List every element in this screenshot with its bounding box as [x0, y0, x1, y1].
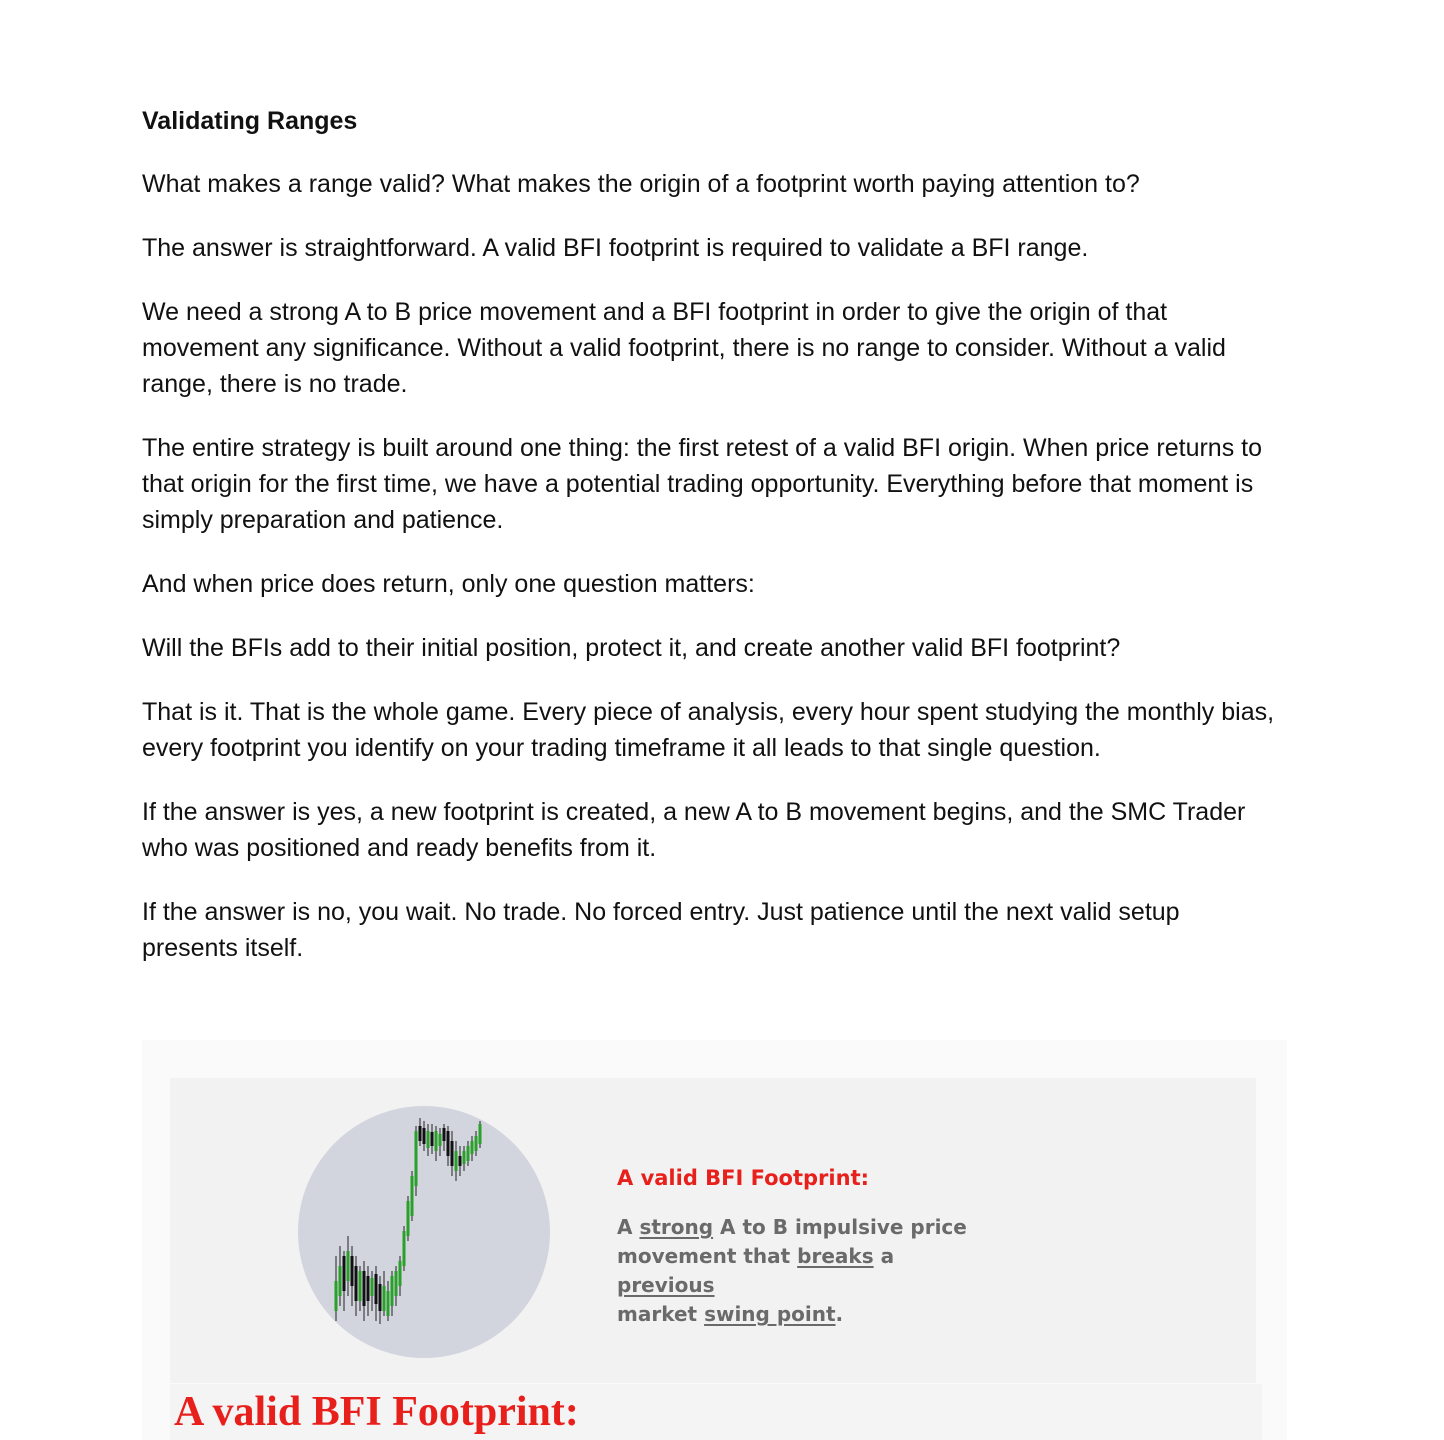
paragraph: The answer is straightforward. A valid BFI footprint is required to validate a BFI range. [142, 234, 1089, 262]
paragraph: If the answer is yes, a new footprint is created, a new A to B movement begins, and the SMC Trader who was positioned and ready benefits from it. [142, 798, 1246, 862]
bull-candle [359, 1266, 362, 1311]
bear-candle [379, 1276, 382, 1324]
desc-underlined: strong [639, 1215, 714, 1239]
desc-underlined: previous [617, 1273, 715, 1297]
bull-candle [415, 1126, 418, 1196]
bear-candle [431, 1124, 434, 1154]
bull-candle [455, 1141, 458, 1181]
desc-text: . [835, 1302, 844, 1326]
desc-text: A to B impulsive price movement that [617, 1215, 967, 1268]
desc-text: market [617, 1302, 698, 1326]
figure-heading: A valid BFI Footprint: [617, 1166, 869, 1190]
bull-candle [439, 1128, 442, 1156]
bull-candle [407, 1196, 410, 1241]
bull-candle [339, 1246, 342, 1306]
bull-candle [399, 1256, 402, 1296]
bear-candle [443, 1124, 446, 1151]
bull-candle [347, 1236, 350, 1296]
bull-candle [435, 1126, 438, 1161]
bull-candle [471, 1136, 474, 1161]
bear-candle [343, 1251, 346, 1311]
paragraph: That is it. That is the whole game. Every piece of analysis, every hour spent studying the monthly bias, every footprint you identify on your trading timeframe it all leads to that single question. [142, 698, 1275, 762]
bull-candle [387, 1281, 390, 1321]
bear-candle [423, 1121, 426, 1151]
bull-candle [467, 1141, 470, 1166]
figure-description [617, 1213, 997, 1329]
bull-candle [475, 1131, 478, 1156]
paragraph: And when price does return, only one question matters: [142, 570, 755, 598]
bear-candle [367, 1266, 370, 1316]
document-page [142, 104, 1282, 994]
bull-candle [391, 1271, 394, 1316]
bull-candle [335, 1256, 338, 1321]
bull-candle [371, 1271, 374, 1311]
desc-text: A [617, 1215, 633, 1239]
bull-candle [395, 1266, 398, 1306]
bull-candle [479, 1121, 482, 1148]
bear-candle [451, 1131, 454, 1176]
desc-underlined: swing point [704, 1302, 836, 1326]
bear-candle [355, 1256, 358, 1316]
bull-candle [463, 1146, 466, 1171]
bull-candle [403, 1226, 406, 1271]
bear-candle [447, 1126, 450, 1166]
bear-candle [459, 1146, 462, 1176]
section-title: Validating Ranges [142, 107, 358, 135]
desc-text: a [880, 1244, 895, 1268]
candlestick-chart-icon [298, 1106, 550, 1358]
paragraph: What makes a range valid? What makes the origin of a footprint worth paying attention to? [142, 170, 1140, 198]
bear-candle [351, 1246, 354, 1306]
figure-caption: A valid BFI Footprint: [174, 1389, 579, 1435]
bear-candle [419, 1118, 422, 1146]
paragraph: Will the BFIs add to their initial position, protect it, and create another valid BFI footprint? [142, 634, 1121, 662]
bull-candle [411, 1171, 414, 1221]
paragraph: We need a strong A to B price movement and a BFI footprint in order to give the origin of that movement any significance. Without a valid footprint, there is no range to consider. Without a valid range, there is no trade. [142, 298, 1226, 398]
paragraph: The entire strategy is built around one thing: the first retest of a valid BFI origin. When price returns to that origin for the first time, we have a potential trading opportunity. Everything before that moment is simply preparation and patience. [142, 434, 1262, 534]
bull-candle [383, 1271, 386, 1316]
bear-candle [363, 1261, 366, 1321]
paragraph: If the answer is no, you wait. No trade. No forced entry. Just patience until the next valid setup presents itself. [142, 898, 1180, 962]
bear-candle [375, 1266, 378, 1321]
bull-candle [427, 1124, 430, 1156]
desc-underlined: breaks [797, 1244, 874, 1268]
